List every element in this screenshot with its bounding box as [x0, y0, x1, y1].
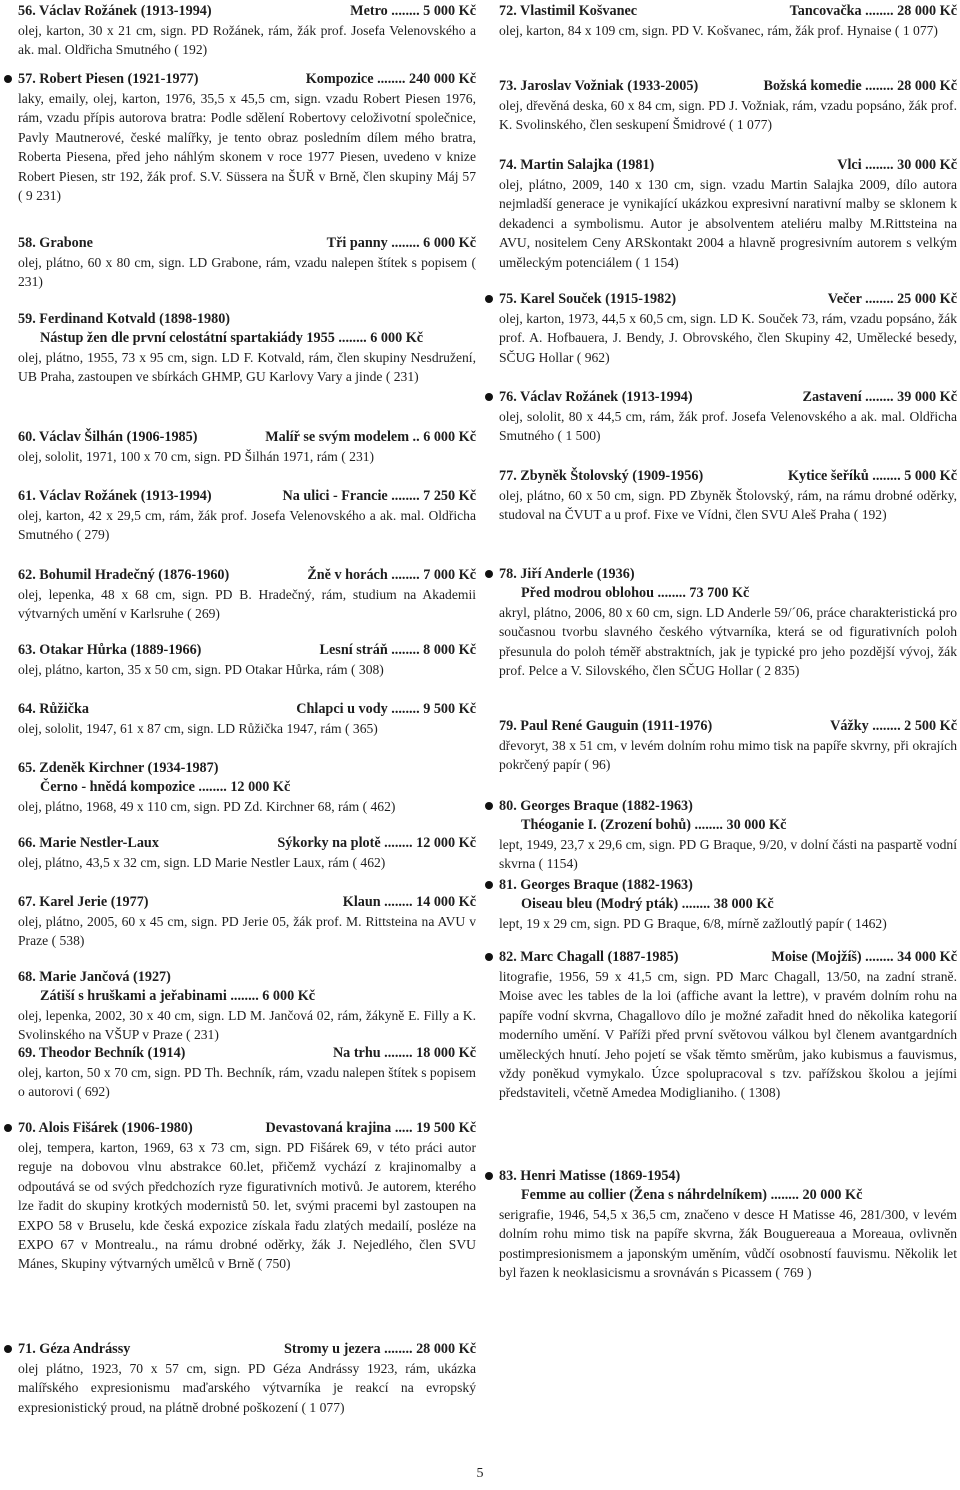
- entry-heading: [499, 717, 957, 736]
- entry-heading: [499, 1167, 957, 1186]
- entry-artist: 77. Zbyněk Štolovský (1909-1956): [499, 468, 704, 484]
- entry-artist: 80. Georges Braque (1882-1963): [499, 798, 693, 814]
- entry-description: olej, dřevěná deska, 60 x 84 cm, sign. PD J. Vožniak, rám, vzadu popsáno, žák prof. K. Svolinského, člen seskupení Šmidrové ( 1 077): [499, 98, 957, 133]
- catalog-entry: [18, 1044, 476, 1102]
- entry-heading: [18, 566, 476, 585]
- entry-title-price: Sýkorky na plotě ........ 12 000 Kč: [277, 835, 476, 851]
- entry-description: lept, 1949, 23,7 x 29,6 cm, sign. PD G Braque, 9/20, v dolní části na paspartě vodní skvrna ( 1154): [499, 837, 957, 872]
- entry-title-price: Božská komedie ........ 28 000 Kč: [763, 78, 957, 94]
- catalog-entry: [18, 234, 476, 292]
- entry-heading: [499, 388, 957, 407]
- entry-description: olej, karton, 84 x 109 cm, sign. PD V. Košvanec, rám, žák prof. Hynaise ( 1 077): [499, 23, 938, 38]
- catalog-entry: [499, 876, 957, 933]
- catalog-entry: [499, 797, 957, 874]
- entry-description: olej, sololit, 1971, 100 x 70 cm, sign. PD Šilhán 1971, rám ( 231): [18, 449, 375, 464]
- entry-title-price: Na ulici - Francie ........ 7 250 Kč: [282, 488, 476, 504]
- entry-artist: 76. Václav Rožánek (1913-1994): [499, 389, 693, 405]
- catalog-entry: [18, 566, 476, 624]
- entry-title-price: Femme au collier (Žena s náhrdelníkem) ........ 20 000 Kč: [521, 1187, 863, 1203]
- entry-description: olej plátno, 1923, 70 x 57 cm, sign. PD Géza Andrássy 1923, rám, ukázka malířského expresionismu maďarského výtvarníka je reakcí na evropský expresionistický proud, na plátně drobné poškození ( 1 077): [18, 1361, 476, 1415]
- entry-artist: 62. Bohumil Hradečný (1876-1960): [18, 567, 230, 583]
- entry-artist: 60. Václav Šilhán (1906-1985): [18, 429, 198, 445]
- bullet-marker: [4, 1345, 12, 1353]
- entry-heading: [499, 290, 957, 309]
- entry-heading: [499, 876, 957, 895]
- entry-artist: 79. Paul René Gauguin (1911-1976): [499, 718, 713, 734]
- entry-title-price: Kytice šeříků ........ 5 000 Kč: [787, 468, 957, 484]
- entry-description: olej, karton, 1973, 44,5 x 60,5 cm, sign. LD K. Souček 73, rám, vzadu popsáno, žák prof. A. Hofbauera, J. Bendy, J. Obrovského, člen Skupiny 42, Umělecké besedy, SČUG Hollar ( 962): [499, 311, 957, 365]
- entry-title-price: Chlapci u vody ........ 9 500 Kč: [296, 701, 476, 717]
- entry-artist: 64. Růžička: [18, 701, 89, 717]
- catalog-entry: [18, 70, 476, 205]
- entry-title-price: Oiseau bleu (Modrý pták) ........ 38 000 Kč: [521, 896, 774, 912]
- entry-title-price: Klaun ........ 14 000 Kč: [342, 894, 476, 910]
- entry-description: laky, emaily, olej, karton, 1976, 35,5 x 45,5 cm, sign. vzadu Robert Piesen 1976, rám, vzadu přípis autorova bratra: Podle sdělení Robertovy celoživotní společnice, Pavly Mautnerové, české malířky, je tento obraz posledním dílem mého bratra, Roberta Piesena, před jeho náhlým skonem v roce 1977 Piesen, uvedeno v knize Robert Piesen, str 192, žák prof. S.V. Süssera na ŠUŘ v Brně, člen skupiny Máj 57 ( 9 231): [18, 91, 476, 204]
- bullet-marker: [485, 1172, 493, 1180]
- catalog-entry: [499, 948, 957, 1103]
- entry-artist: 59. Ferdinand Kotvald (1898-1980): [18, 311, 231, 327]
- entry-heading: [18, 893, 476, 912]
- entry-heading: [18, 641, 476, 660]
- catalog-entry: [18, 700, 476, 738]
- entry-title-price: Lesní stráň ........ 8 000 Kč: [319, 642, 476, 658]
- entry-artist: 57. Robert Piesen (1921-1977): [18, 71, 199, 87]
- bullet-marker: [485, 393, 493, 401]
- catalog-entry: [499, 77, 957, 135]
- entry-description: olej, plátno, 1968, 49 x 110 cm, sign. PD Zd. Kirchner 68, rám ( 462): [18, 799, 396, 814]
- entry-description: olej, sololit, 80 x 44,5 cm, rám, žák prof. Josefa Velenovského a ak. mal. Oldřicha Smutného ( 1 500): [499, 409, 957, 444]
- catalog-entry: [18, 893, 476, 951]
- entry-description: olej, karton, 50 x 70 cm, sign. PD Th. Bechník, rám, vzadu nalepen štítek s popisem o autorovi ( 692): [18, 1065, 476, 1100]
- entry-artist: 73. Jaroslav Vožniak (1933-2005): [499, 78, 699, 94]
- entry-artist: 65. Zdeněk Kirchner (1934-1987): [18, 760, 219, 776]
- entry-description: olej, lepenka, 48 x 68 cm, sign. PD B. Hradečný, rám, studium na Akademii výtvarných umění v Karlsruhe ( 269): [18, 587, 476, 622]
- entry-description: olej, tempera, karton, 1969, 63 x 73 cm, sign. PD Fišárek 69, v této práci autor reguje na dobovou vlnu abstrakce 60.let, přičemž vychází z krajinomalby a odpoutává se od svých předchozích ryze figurativních motivů. Je autorem, kterého lze řadit do skupiny krotkých modernistů 50. let, svými pracemi byl zastoupen na EXPO 58 v Bruselu, kde česká expozice získala řadu zlatých medailí, posléze na EXPO 67 v Montrealu., na rámu drobné oděrky, žák J. Nejedlého, člen SVU Mánes, Skupiny výtvarných umělců v Brně ( 750): [18, 1140, 476, 1272]
- entry-heading: [18, 70, 476, 89]
- entry-artist: 61. Václav Rožánek (1913-1994): [18, 488, 212, 504]
- entry-artist: 70. Alois Fišárek (1906-1980): [18, 1120, 193, 1136]
- entry-description: olej, karton, 30 x 21 cm, sign. PD Rožánek, rám, žák prof. Josefa Velenovského a ak. mal. Oldřicha Smutného ( 192): [18, 23, 476, 58]
- entry-heading: [18, 234, 476, 253]
- entry-heading: [18, 1119, 476, 1138]
- catalog-entry: [18, 1340, 476, 1417]
- entry-artist: 71. Géza Andrássy: [18, 1341, 131, 1357]
- entry-artist: 63. Otakar Hůrka (1889-1966): [18, 642, 202, 658]
- entry-heading: [499, 77, 957, 96]
- entry-heading: [18, 968, 476, 987]
- entry-description: dřevoryt, 38 x 51 cm, v levém dolním rohu mimo tisk na papíře skvrny, při okrajích pokrčený papír ( 96): [499, 738, 957, 773]
- catalog-entry: [18, 1119, 476, 1274]
- entry-artist: 74. Martin Salajka (1981): [499, 157, 655, 173]
- entry-description: serigrafie, 1946, 54,5 x 36,5 cm, značeno v desce H Matisse 46, 281/300, v levém dolním rohu mimo tisk na papíře skvrna, žák Bouguereaua a Moreaua, ovlivněn postimpresionismem a japonským uměním, vůdčí osobností fauvismu. Několik let byl řazen k neoklasicismu a srovnáván s Picassem ( 769 ): [499, 1207, 957, 1281]
- catalog-entry: [499, 717, 957, 775]
- entry-heading: [18, 759, 476, 778]
- entry-title-price: Malíř se svým modelem .. 6 000 Kč: [265, 429, 476, 445]
- catalog-entry: [18, 759, 476, 816]
- entry-heading: [499, 2, 957, 21]
- page-number: 5: [476, 1466, 484, 1481]
- catalog-entry: [499, 2, 957, 40]
- entry-title-price: Nástup žen dle první celostátní spartakiády 1955 ........ 6 000 Kč: [40, 330, 424, 346]
- entry-heading: [499, 565, 957, 584]
- entry-description: olej, karton, 42 x 29,5 cm, rám, žák prof. Josefa Velenovského a ak. mal. Oldřicha Smutného ( 279): [18, 508, 476, 543]
- entry-heading: [499, 797, 957, 816]
- entry-description: akryl, plátno, 2006, 80 x 60 cm, sign. LD Anderle 59/´06, práce charakteristická pro současnou tvorbu slavného českého výtvarníka, která se od figurativních poloh přesunula do poloh téměř abstraktních, jak je typické pro jeho pozdější vývoj, žák prof. Pelce a V. Silovského, člen SČUG Hollar ( 2 835): [499, 605, 957, 679]
- entry-artist: 83. Henri Matisse (1869-1954): [499, 1168, 681, 1184]
- bullet-marker: [485, 295, 493, 303]
- catalog-entry: [499, 290, 957, 367]
- entry-title-price: Zastavení ........ 39 000 Kč: [802, 389, 957, 405]
- entry-heading: [18, 1340, 476, 1359]
- entry-description: olej, plátno, 2005, 60 x 45 cm, sign. PD Jerie 05, žák prof. M. Rittsteina na AVU v Praze ( 538): [18, 914, 476, 949]
- entry-description: olej, sololit, 1947, 61 x 87 cm, sign. LD Růžička 1947, rám ( 365): [18, 721, 378, 736]
- catalog-entry: [499, 1167, 957, 1283]
- entry-title-price: Vážky ........ 2 500 Kč: [830, 718, 957, 734]
- entry-artist: 69. Theodor Bechník (1914): [18, 1045, 186, 1061]
- entry-artist: 68. Marie Jančová (1927): [18, 969, 171, 985]
- entry-title-price: Metro ........ 5 000 Kč: [350, 3, 476, 19]
- entry-artist: 81. Georges Braque (1882-1963): [499, 877, 693, 893]
- entry-artist: 58. Grabone: [18, 235, 93, 251]
- entry-title-price: Théoganie I. (Zrození bohů) ........ 30 000 Kč: [521, 817, 787, 833]
- entry-description: lept, 19 x 29 cm, sign. PD G Braque, 6/8, mírně zažloutlý papír ( 1462): [499, 916, 887, 931]
- entry-description: olej, plátno, 43,5 x 32 cm, sign. LD Marie Nestler Laux, rám ( 462): [18, 855, 386, 870]
- entry-heading: [18, 2, 476, 21]
- entry-title-price: Stromy u jezera ........ 28 000 Kč: [283, 1341, 476, 1357]
- bullet-marker: [4, 75, 12, 83]
- entry-title-price: Devastovaná krajina ..... 19 500 Kč: [265, 1120, 476, 1136]
- catalog-entry: [499, 467, 957, 525]
- catalog-entry: [499, 388, 957, 446]
- entry-heading: [18, 310, 476, 329]
- entry-title-price: Vlci ........ 30 000 Kč: [837, 157, 957, 173]
- bullet-marker: [485, 953, 493, 961]
- bullet-marker: [485, 570, 493, 578]
- entry-title-price: Kompozice ........ 240 000 Kč: [305, 71, 476, 87]
- entry-artist: 82. Marc Chagall (1887-1985): [499, 949, 679, 965]
- entry-title-price: Tancovačka ........ 28 000 Kč: [789, 3, 957, 19]
- bullet-marker: [4, 1124, 12, 1132]
- entry-heading: [18, 1044, 476, 1063]
- entry-description: olej, plátno, 2009, 140 x 130 cm, sign. vzadu Martin Salajka 2009, dílo autora nejmladší generace je vynikající ukázkou expresivní narativní malby se sklonem k dekadenci a symbolismu. Autor je absolventem ateliéru malby M.Rittsteina na AVU, nositelem Ceny ARSkontakt 2004 a hlavně progresivním autorem s velkým uměleckým potenciálem ( 1 154): [499, 177, 957, 270]
- entry-artist: 67. Karel Jerie (1977): [18, 894, 149, 910]
- catalog-entry: [18, 428, 476, 466]
- entry-artist: 56. Václav Rožánek (1913-1994): [18, 3, 212, 19]
- bullet-marker: [485, 881, 493, 889]
- entry-heading: [18, 487, 476, 506]
- entry-description: olej, plátno, 1955, 73 x 95 cm, sign. LD F. Kotvald, rám, člen skupiny Nesdružení, UB Praha, zastoupen ve sbírkách GHMP, GU Karlovy Vary a jinde ( 231): [18, 350, 476, 385]
- catalog-entry: [18, 641, 476, 679]
- entry-description: olej, plátno, 60 x 80 cm, sign. LD Grabone, rám, vzadu nalepen štítek s popisem ( 231): [18, 255, 476, 290]
- entry-title-price: Tři panny ........ 6 000 Kč: [326, 235, 476, 251]
- entry-heading: [18, 834, 476, 853]
- entry-heading: [18, 700, 476, 719]
- entry-title-price: Před modrou oblohou ........ 73 700 Kč: [521, 585, 750, 601]
- entry-artist: 75. Karel Souček (1915-1982): [499, 291, 677, 307]
- catalog-entry: [18, 834, 476, 872]
- catalog-entry: [18, 968, 476, 1045]
- entry-heading: [18, 428, 476, 447]
- entry-title-price: Černo - hnědá kompozice ........ 12 000 Kč: [40, 779, 291, 795]
- entry-title-price: Zátiší s hruškami a jeřabinami ........ 6 000 Kč: [40, 988, 316, 1004]
- entry-title-price: Večer ........ 25 000 Kč: [827, 291, 957, 307]
- entry-heading: [499, 467, 957, 486]
- entry-heading: [499, 948, 957, 967]
- entry-description: olej, lepenka, 2002, 30 x 40 cm, sign. LD M. Jančová 02, rám, žákyně E. Filly a K. Svolinského na VŠUP v Praze ( 231): [18, 1008, 476, 1043]
- entry-artist: 72. Vlastimil Košvanec: [499, 3, 638, 19]
- entry-title-price: Žně v horách ........ 7 000 Kč: [307, 567, 476, 583]
- catalog-entry: [18, 310, 476, 387]
- entry-description: olej, plátno, karton, 35 x 50 cm, sign. PD Otakar Hůrka, rám ( 308): [18, 662, 384, 677]
- catalog-entry: [499, 156, 957, 272]
- entry-title-price: Moise (Mojžíš) ........ 34 000 Kč: [771, 949, 957, 965]
- catalog-entry: [18, 2, 476, 60]
- catalog-entry: [18, 487, 476, 545]
- entry-description: olej, plátno, 60 x 50 cm, sign. PD Zbyněk Štolovský, rám, na rámu drobné oděrky, studoval na ČVUT a u prof. Fixe ve Vídni, člen SVU Aleš Praha ( 192): [499, 488, 957, 523]
- bullet-marker: [485, 802, 493, 810]
- catalog-entry: [499, 565, 957, 681]
- entry-artist: 66. Marie Nestler-Laux: [18, 835, 159, 851]
- entry-title-price: Na trhu ........ 18 000 Kč: [332, 1045, 476, 1061]
- entry-description: litografie, 1956, 59 x 41,5 cm, sign. PD Marc Chagall, 13/50, na zadní straně. Moise avec les tables de la loi (affiche avant la lettre), v pravém dolním rohu na papíře vodní skvrna, Chagallovo dílo je možné zařadit hned do několika kategorií moderního umění. V Paříži před první světovou válkou byl členem avantgardních uměleckých hnutí. Jeho pojetí se však těmto směrům, jako kubismus a fauvismus, vždy poněkud vymykalo. Úzce spolupracoval s tzv. pařížskou školou a jejími představiteli, včetně Amedea Modiglianiho. ( 1308): [499, 969, 957, 1101]
- entry-artist: 78. Jiří Anderle (1936): [499, 566, 635, 582]
- entry-heading: [499, 156, 957, 175]
